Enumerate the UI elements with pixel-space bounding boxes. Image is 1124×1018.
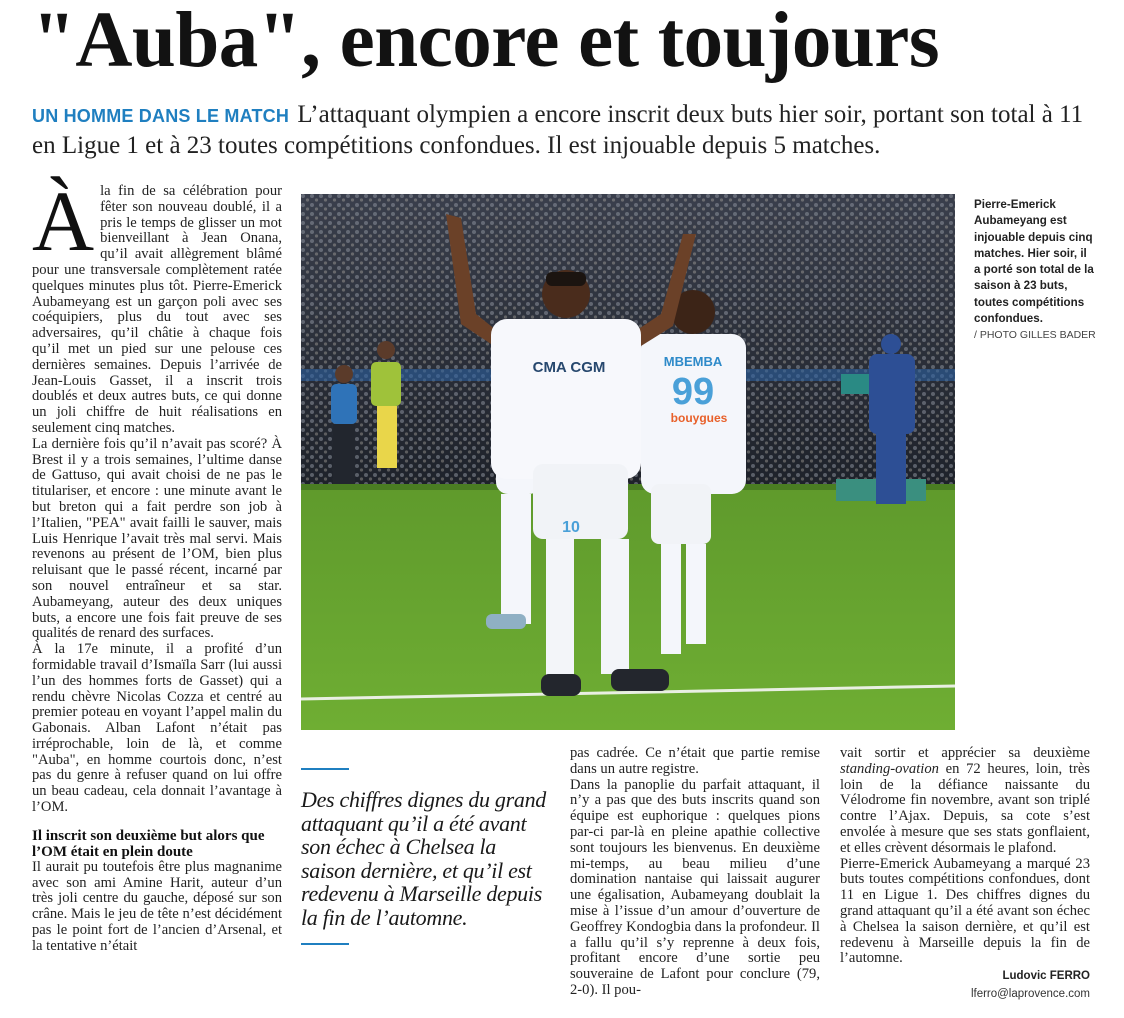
headline: "Auba", encore et toujours bbox=[32, 0, 940, 84]
caption-text: Pierre-Emerick Aubameyang est injouable depuis cinq matches. Hier soir, il a porté son total de la saison à 23 buts, toutes compétitions confondues. bbox=[974, 198, 1094, 326]
kicker: UN HOMME DANS LE MATCH bbox=[32, 106, 290, 126]
column-4 bbox=[840, 746, 1090, 1003]
text-span: en 72 heures, loin, très loin de la défiance naissante du Vélodrome fin novembre, avant son triplé contre l’Ajax. Depuis, sa cote s’est envolée à mesure que ses stats gonflaient, et elles crèvent désormais le plafond. bbox=[840, 760, 1090, 856]
photo-caption bbox=[974, 197, 1096, 344]
author-signature: Ludovic FERRO bbox=[1002, 970, 1090, 983]
paragraph: À la 17e minute, il a profité d’un formidable travail d’Ismaïla Sarr (lui aussi l’un des hommes forts de Gasset) qui a rendu chèvre Nicolas Cozza et centré au premier poteau en voyant l’appel malin du Gabonais. Alban Lafont n’était pas irréprochable, loin de là, et comme "Auba", en homme courtois donc, n’est pas du genre à refuser quand on lui offre un beau cadeau, cela donnait l’avantage à l’OM. bbox=[32, 641, 282, 816]
shorts-number: 10 bbox=[562, 519, 580, 536]
paragraph: La dernière fois qu’il n’avait pas scoré? À Brest il y a trois semaines, l’ultime danse de Gattuso, qui avait choisi de ne pas le titulariser, et encore : une minute avant le but breton qui a fait perdre son job à l’Italien, "PEA" avait failli le sauver, mais Luis Henrique l’avait très mal servi. Mais revenons au présent de l’OM, bien plus reluisant que le passé récent, incarné par son nouvel entraîneur et sa star. Aubameyang, auteur des deux uniques buts, a encore une fois fait preuve de ses qualités de renard des surfaces. bbox=[32, 435, 282, 642]
paragraph: la fin de sa célébration pour fêter son nouveau doublé, il a pris le temps de glisser un mot bienveillant à Jean Onana, qu’il avait allègrement blâmé pour une transversale complètement ratée quelques minutes plus tôt. Pierre-Emerick Aubameyang est un garçon poli avec ses coéquipiers, plus du tout avec ses adversaires, qu’il châtie à chaque fois qu’il met un pied sur une pelouse ces dernières semaines. Depuis l’arrivée de Jean-Louis Gasset, il a inscrit trois doublés et deux autres buts, ce qui donne un joli chiffre de huit réalisations en seulement cinq matches. bbox=[32, 183, 282, 436]
shirt-sponsor: CMA CGM bbox=[532, 359, 606, 376]
photo-credit: / PHOTO GILLES BADER bbox=[974, 329, 1096, 342]
emphasis: standing-ovation bbox=[840, 760, 939, 777]
player-name: MBEMBA bbox=[663, 354, 723, 369]
pull-quote-rule-bottom bbox=[301, 943, 349, 945]
photo-illustration bbox=[301, 194, 955, 730]
paragraph bbox=[840, 746, 1090, 857]
author-email[interactable]: lferro@laprovence.com bbox=[970, 987, 1090, 1000]
deck-text: L’attaquant olympien a encore inscrit deux buts hier soir, portant son total à 11 en Ligue 1 et à 23 toutes compétitions confondues. Il est injouable depuis 5 matches. bbox=[32, 101, 1084, 159]
player-number: 99 bbox=[671, 371, 715, 413]
paragraph: Dans la panoplie du parfait attaquant, il n’y a pas que des buts inscrits quand son équipe est euphorique : quelques pions par-ci par-là en pleine apathie collective sont toujours les bienvenus. En deuxième mi-temps, au beau milieu d’une domination nantaise qui laissait augurer une égalisation, Aubameyang doublait la mise à l’issue d’un amour d’ouverture de Geoffrey Kondogbia dans la profondeur. Il a fallu qu’il s’y reprenne à deux fois, profitant encore d’une sortie peu souveraine de Lafont pour conclure (79, 2-0). Il pou- bbox=[570, 776, 820, 998]
deck bbox=[32, 100, 1112, 160]
subhead: Il inscrit son deuxième but alors que l’OM était en plein doute bbox=[32, 827, 265, 860]
column-1 bbox=[32, 173, 282, 955]
pull-quote-rule-top bbox=[301, 768, 349, 770]
paragraph: pas cadrée. Ce n’était que partie remise dans un autre registre. bbox=[570, 745, 820, 777]
column-3 bbox=[570, 746, 820, 999]
sleeve-sponsor: bouygues bbox=[670, 411, 728, 425]
paragraph: Pierre-Emerick Aubameyang a marqué 23 buts toutes compétitions confondues, dont 11 en Ligue 1. Des chiffres dignes du grand attaquant qu’il a été avant son échec à Chelsea la saison dernière, et qu’il est redevenu à Marseille depuis la fin de l’automne. bbox=[840, 855, 1090, 967]
match-photo bbox=[301, 194, 955, 730]
text-span: vait sortir et apprécier sa deuxième bbox=[840, 745, 1090, 761]
pull-quote-text: Des chiffres dignes du grand attaquant qu’il a été avant son échec à Chelsea la saison dernière, et qu’il est redevenu à Marseille depuis la fin de l’automne. bbox=[301, 787, 546, 930]
pull-quote bbox=[301, 768, 551, 945]
paragraph: Il aurait pu toutefois être plus magnanime avec son ami Amine Harit, auteur d’un très joli centre du gauche, déposé sur son crâne. Mais le jeu de tête n’est décidément pas le point fort de l’ancien d’Arsenal, et la tentative n’était bbox=[32, 858, 282, 954]
dropcap: À bbox=[32, 173, 95, 269]
